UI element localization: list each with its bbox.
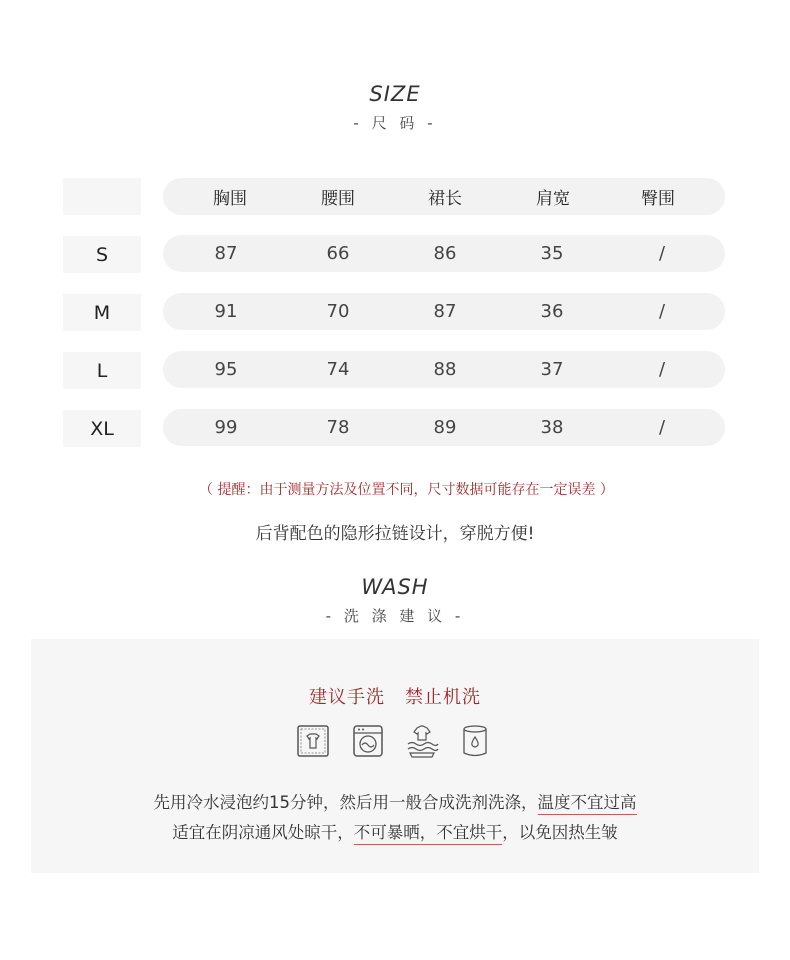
cell-chest: 91 <box>214 301 238 322</box>
cell-hip: / <box>658 301 666 322</box>
cell-chest: 87 <box>214 243 238 264</box>
header-skirt-length: 裙长 <box>428 189 462 209</box>
table-row <box>163 293 725 330</box>
size-label: S <box>63 236 141 273</box>
cell-skirt-length: 87 <box>433 301 457 322</box>
cell-skirt-length: 88 <box>433 359 457 380</box>
cell-waist: 74 <box>326 359 350 380</box>
cell-waist: 78 <box>326 417 350 438</box>
header-label-box <box>63 178 141 215</box>
measurement-note: （ 提醒：由于测量方法及位置不同，尺寸数据可能存在一定误差 ） <box>199 482 614 498</box>
cell-shoulder: 38 <box>540 417 564 438</box>
cell-shoulder: 35 <box>540 243 564 264</box>
wash-instructions-heading <box>0 683 790 709</box>
cell-hip: / <box>658 243 666 264</box>
temperature-warning: 温度不宜过高 <box>538 793 637 815</box>
zipper-description: 后背配色的隐形拉链设计，穿脱方便! <box>255 524 535 544</box>
machine-wash-icon <box>351 724 385 758</box>
wash-soak-text: 先用冷水浸泡约15分钟，然后用一般合成洗剂洗涤， <box>153 793 538 812</box>
size-title-cn: - 尺 码 - <box>353 114 437 132</box>
table-header <box>163 178 725 215</box>
water-bucket-icon <box>458 724 492 758</box>
no-sun-no-tumble-warning: 不可暴晒，不宜烘干 <box>354 823 503 845</box>
table-row <box>163 351 725 388</box>
cell-shoulder: 37 <box>540 359 564 380</box>
cell-hip: / <box>658 417 666 438</box>
cell-chest: 95 <box>214 359 238 380</box>
wash-line-1 <box>0 789 790 813</box>
hand-wash-icon <box>296 724 330 758</box>
header-shoulder: 肩宽 <box>536 189 570 209</box>
cell-skirt-length: 86 <box>433 243 457 264</box>
cell-chest: 99 <box>214 417 238 438</box>
cell-waist: 70 <box>326 301 350 322</box>
cell-waist: 66 <box>326 243 350 264</box>
cold-water-icon <box>405 724 439 758</box>
cell-skirt-length: 89 <box>433 417 457 438</box>
cell-hip: / <box>658 359 666 380</box>
wrinkle-text: ，以免因热生皱 <box>502 823 618 842</box>
wash-title-en: WASH <box>361 575 429 599</box>
hand-wash-advice: 建议手洗 <box>309 687 385 708</box>
header-hip: 臀围 <box>641 189 675 209</box>
table-row <box>163 409 725 446</box>
header-waist: 腰围 <box>321 189 355 209</box>
size-title-en: SIZE <box>369 82 421 106</box>
wash-title-cn: - 洗 涤 建 议 - <box>325 607 465 625</box>
size-label: M <box>63 294 141 331</box>
size-label: L <box>63 352 141 389</box>
table-row <box>163 235 725 272</box>
dry-shade-text: 适宜在阴凉通风处晾干， <box>172 823 354 842</box>
wash-line-2 <box>0 819 790 843</box>
cell-shoulder: 36 <box>540 301 564 322</box>
header-chest: 胸围 <box>213 189 247 209</box>
no-machine-wash: 禁止机洗 <box>405 687 481 708</box>
size-label: XL <box>63 410 141 447</box>
